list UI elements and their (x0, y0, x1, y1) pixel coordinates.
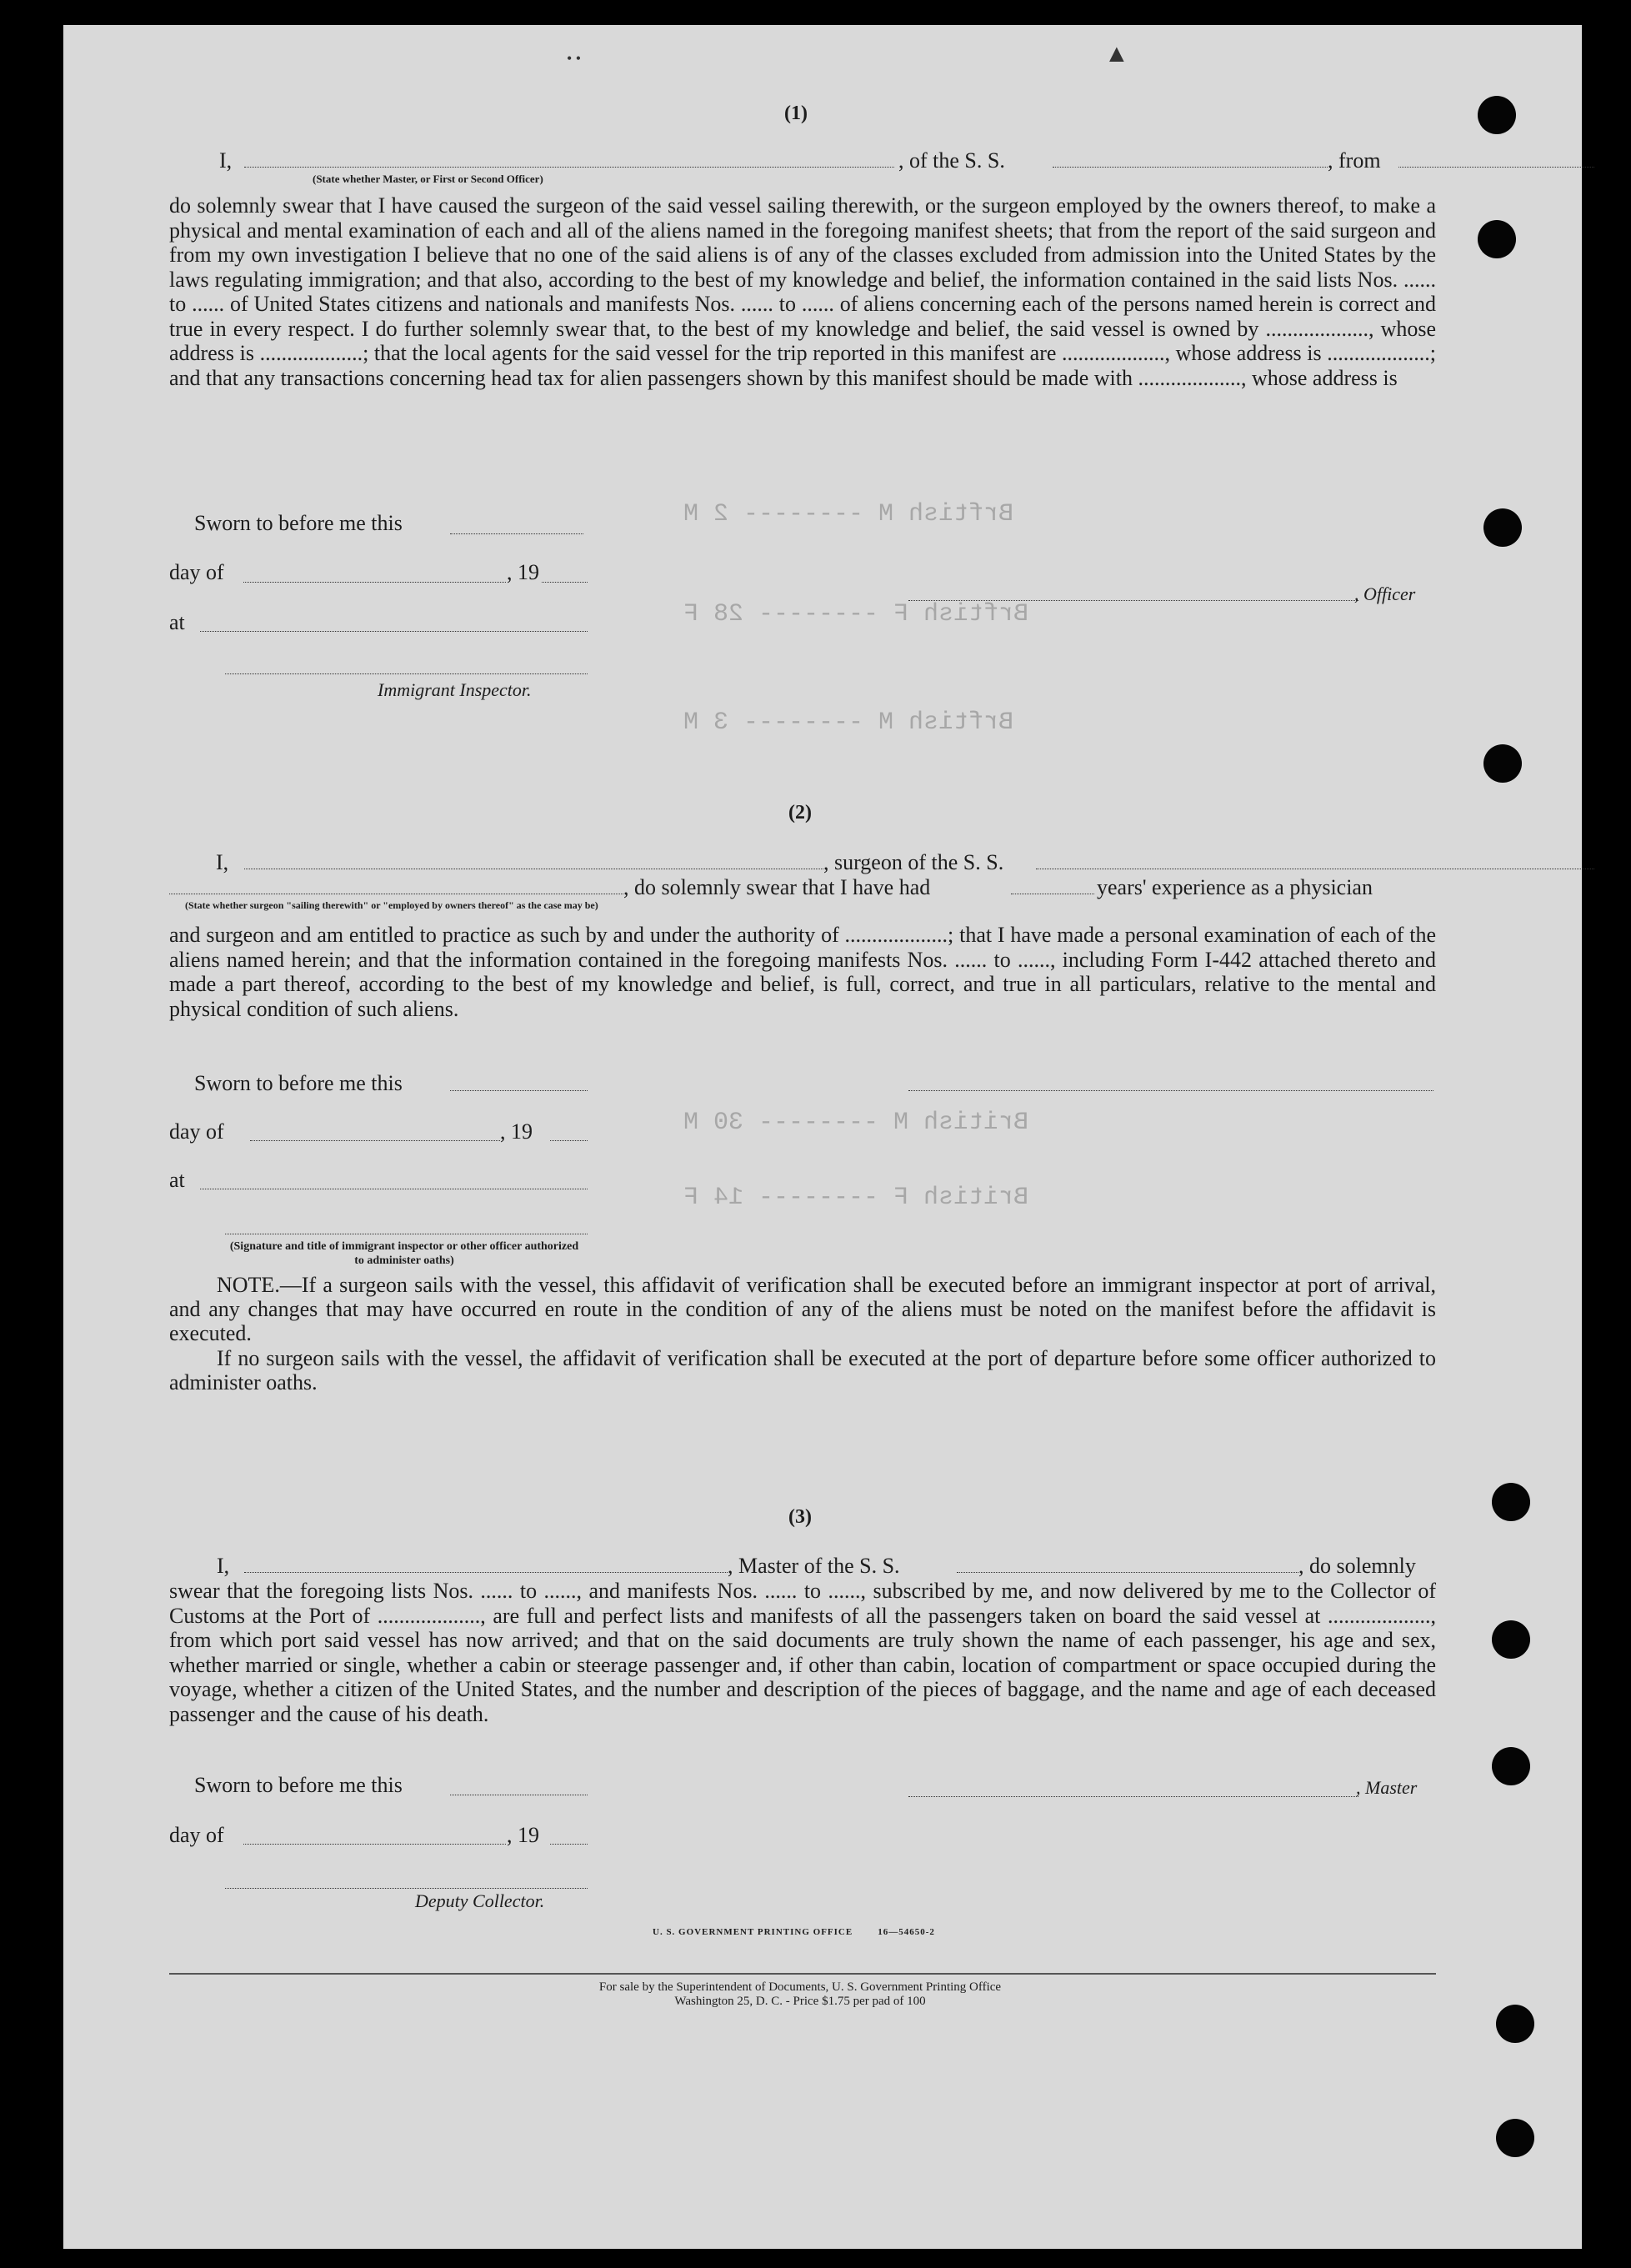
sworn-label: Sworn to before me this (194, 511, 403, 535)
section-number: (2) (788, 802, 812, 824)
binder-hole (1483, 744, 1522, 783)
sworn-day-field[interactable] (450, 1090, 588, 1091)
binder-hole (1492, 1483, 1530, 1521)
year-label: , 19 (507, 1823, 539, 1847)
binder-hole (1496, 2005, 1534, 2043)
label-do-solemnly: , do solemnly swear that I have had (623, 875, 931, 899)
surgeon-signature-line[interactable] (908, 1090, 1433, 1091)
day-of-label: day of (169, 560, 224, 584)
note-paragraph: NOTE.—If a surgeon sails with the vessel, this affidavit of verification shall be executed before an immigrant inspector at port of arrival, and any changes that may have occurred en route in the condition of any of the aliens must be noted on the manifest before the affidavit is executed. (169, 1273, 1436, 1345)
section-number: (3) (788, 1506, 812, 1528)
surgeon-name-field[interactable] (244, 850, 823, 869)
vessel-name-field[interactable] (957, 1554, 1298, 1573)
printing-office-code: U. S. GOVERNMENT PRINTING OFFICE 16—54650-2 (653, 1927, 935, 1937)
collector-signature-line[interactable] (225, 1888, 588, 1889)
at-label: at (169, 1168, 185, 1192)
year-field[interactable] (542, 582, 588, 583)
footer-rule (169, 1973, 1436, 1975)
month-field[interactable] (243, 1844, 506, 1845)
label-i: I, (217, 1554, 230, 1578)
day-of-label: day of (169, 1823, 224, 1847)
binder-hole (1478, 96, 1516, 134)
officer-signature-line[interactable] (908, 600, 1358, 601)
inspector-signature-line[interactable] (225, 673, 588, 674)
master-name-field[interactable] (244, 1554, 728, 1573)
sworn-label: Sworn to before me this (194, 1071, 403, 1095)
sworn-label: Sworn to before me this (194, 1773, 403, 1797)
binder-hole (1492, 1747, 1530, 1785)
label-master-of: , Master of the S. S. (728, 1554, 900, 1578)
surgeon-body: and surgeon and am entitled to practice as such by and under the authority of ...................; that I have made a personal examination of each of the aliens named herein; and that the information contained in the foregoing manifests Nos. ...... to ......, including Form I-442 attached thereto and made a part thereof, according to the best of my knowledge and belief, is full, correct, and true in all particulars, relative to the mental and physical condition of such aliens. (169, 923, 1436, 1021)
bleed-through-text: Brftish M -------- 3 M (683, 708, 1014, 737)
binder-hole (1483, 508, 1522, 547)
ink-mark: • • (567, 50, 582, 67)
officer-title: , Officer (1354, 583, 1416, 604)
sworn-day-field[interactable] (450, 533, 583, 534)
note-paragraph: If no surgeon sails with the vessel, the affidavit of verification shall be executed at the port of departure before some officer authorized to administer oaths. (169, 1346, 1436, 1394)
years-field[interactable] (1011, 875, 1094, 894)
inspector-title: Immigrant Inspector. (378, 679, 532, 700)
binder-hole (1492, 1620, 1530, 1659)
month-field[interactable] (250, 1140, 500, 1141)
from-port-field[interactable] (1398, 148, 1594, 168)
day-of-label: day of (169, 1119, 224, 1144)
ink-mark: ▲ (1104, 40, 1129, 68)
year-field[interactable] (550, 1844, 588, 1845)
vessel-name-field[interactable] (1036, 850, 1594, 869)
label-of-the-ss: , of the S. S. (898, 148, 1005, 173)
label-i: I, (219, 148, 233, 173)
master-title: , Master (1356, 1777, 1418, 1798)
label-surgeon-of: , surgeon of the S. S. (823, 850, 1004, 874)
sale-notice (467, 1980, 1133, 2009)
section-number: (1) (784, 103, 808, 124)
vessel-name-field[interactable] (1053, 148, 1328, 168)
signature-caption: (Signature and title of immigrant inspector or other officer authorized to administer oaths) (229, 1240, 579, 1267)
sale-line-2: Washington 25, D. C. - Price $1.75 per pad of 100 (674, 1995, 926, 2008)
label-from: , from (1328, 148, 1381, 173)
name-field[interactable] (244, 148, 894, 168)
year-label: , 19 (507, 560, 539, 584)
master-body: swear that the foregoing lists Nos. ...... to ......, and manifests Nos. ...... to ......, subscribed by me, and now delivered by me to the Collector of Customs at the Port of ..................., are full and perfect lists and manifests of all the passengers taken on board the said vessel at ..................., from which port said vessel has now arrived; and that on the said documents are truly shown the name of each passenger, his age and sex, whether married or single, whether a cabin or steerage passenger and, if other than cabin, location of compartment or space occupied during the voyage, whether a citizen of the United States, and the number and description of the pieces of baggage, and the name and age of each deceased passenger and the cause of his death. (169, 1579, 1436, 1726)
place-field[interactable] (200, 631, 588, 632)
binder-hole (1496, 2119, 1534, 2157)
bleed-through-text: British M -------- 30 M (683, 1109, 1029, 1137)
at-label: at (169, 610, 185, 634)
label-years: years' experience as a physician (1097, 875, 1373, 899)
bleed-through-text: British F -------- 14 F (683, 1184, 1029, 1212)
master-signature-line[interactable] (908, 1796, 1358, 1797)
affidavit-body: do solemnly swear that I have caused the surgeon of the said vessel sailing therewith, or the surgeon employed by the owners thereof, to make a physical and mental examination of each and all of the aliens named in the foregoing manifest sheets; that from the report of the said surgeon and from my own investigation I believe that no one of the said aliens is of any of the classes excluded from admission into the United States by the laws regulating immigration; and that also, according to the best of my knowledge and belief, the information contained in the said lists Nos. ...... to ...... of United States citizens and nationals and manifests Nos. ...... to ...... of aliens concerning each of the persons named herein is correct and true in every respect. I do further solemnly swear that, to the best of my knowledge and belief, the said vessel is owned by ..................., whose address is ...................; that the local agents for the said vessel for the trip reported in this manifest are ..................., whose address is ...................; and that any transactions concerning head tax for alien passengers shown by this manifest should be made with ..................., whose address is (169, 193, 1436, 390)
bleed-through-text: Brftish M -------- 2 M (683, 500, 1014, 528)
field-caption: (State whether surgeon "sailing therewith" or "employed by owners thereof" as the case may be) (185, 899, 598, 911)
sale-line-1: For sale by the Superintendent of Documents, U. S. Government Printing Office (598, 1980, 1002, 1994)
bleed-through-text: Brftish F -------- 28 F (683, 600, 1029, 628)
surgeon-status-field[interactable] (169, 875, 623, 894)
binder-hole (1478, 220, 1516, 258)
collector-title: Deputy Collector. (415, 1890, 545, 1911)
year-label: , 19 (500, 1119, 533, 1144)
label-i: I, (216, 850, 229, 874)
label-do-solemnly: , do solemnly (1298, 1554, 1416, 1578)
year-field[interactable] (550, 1140, 588, 1141)
field-caption: (State whether Master, or First or Second Officer) (313, 173, 543, 185)
month-field[interactable] (243, 582, 506, 583)
